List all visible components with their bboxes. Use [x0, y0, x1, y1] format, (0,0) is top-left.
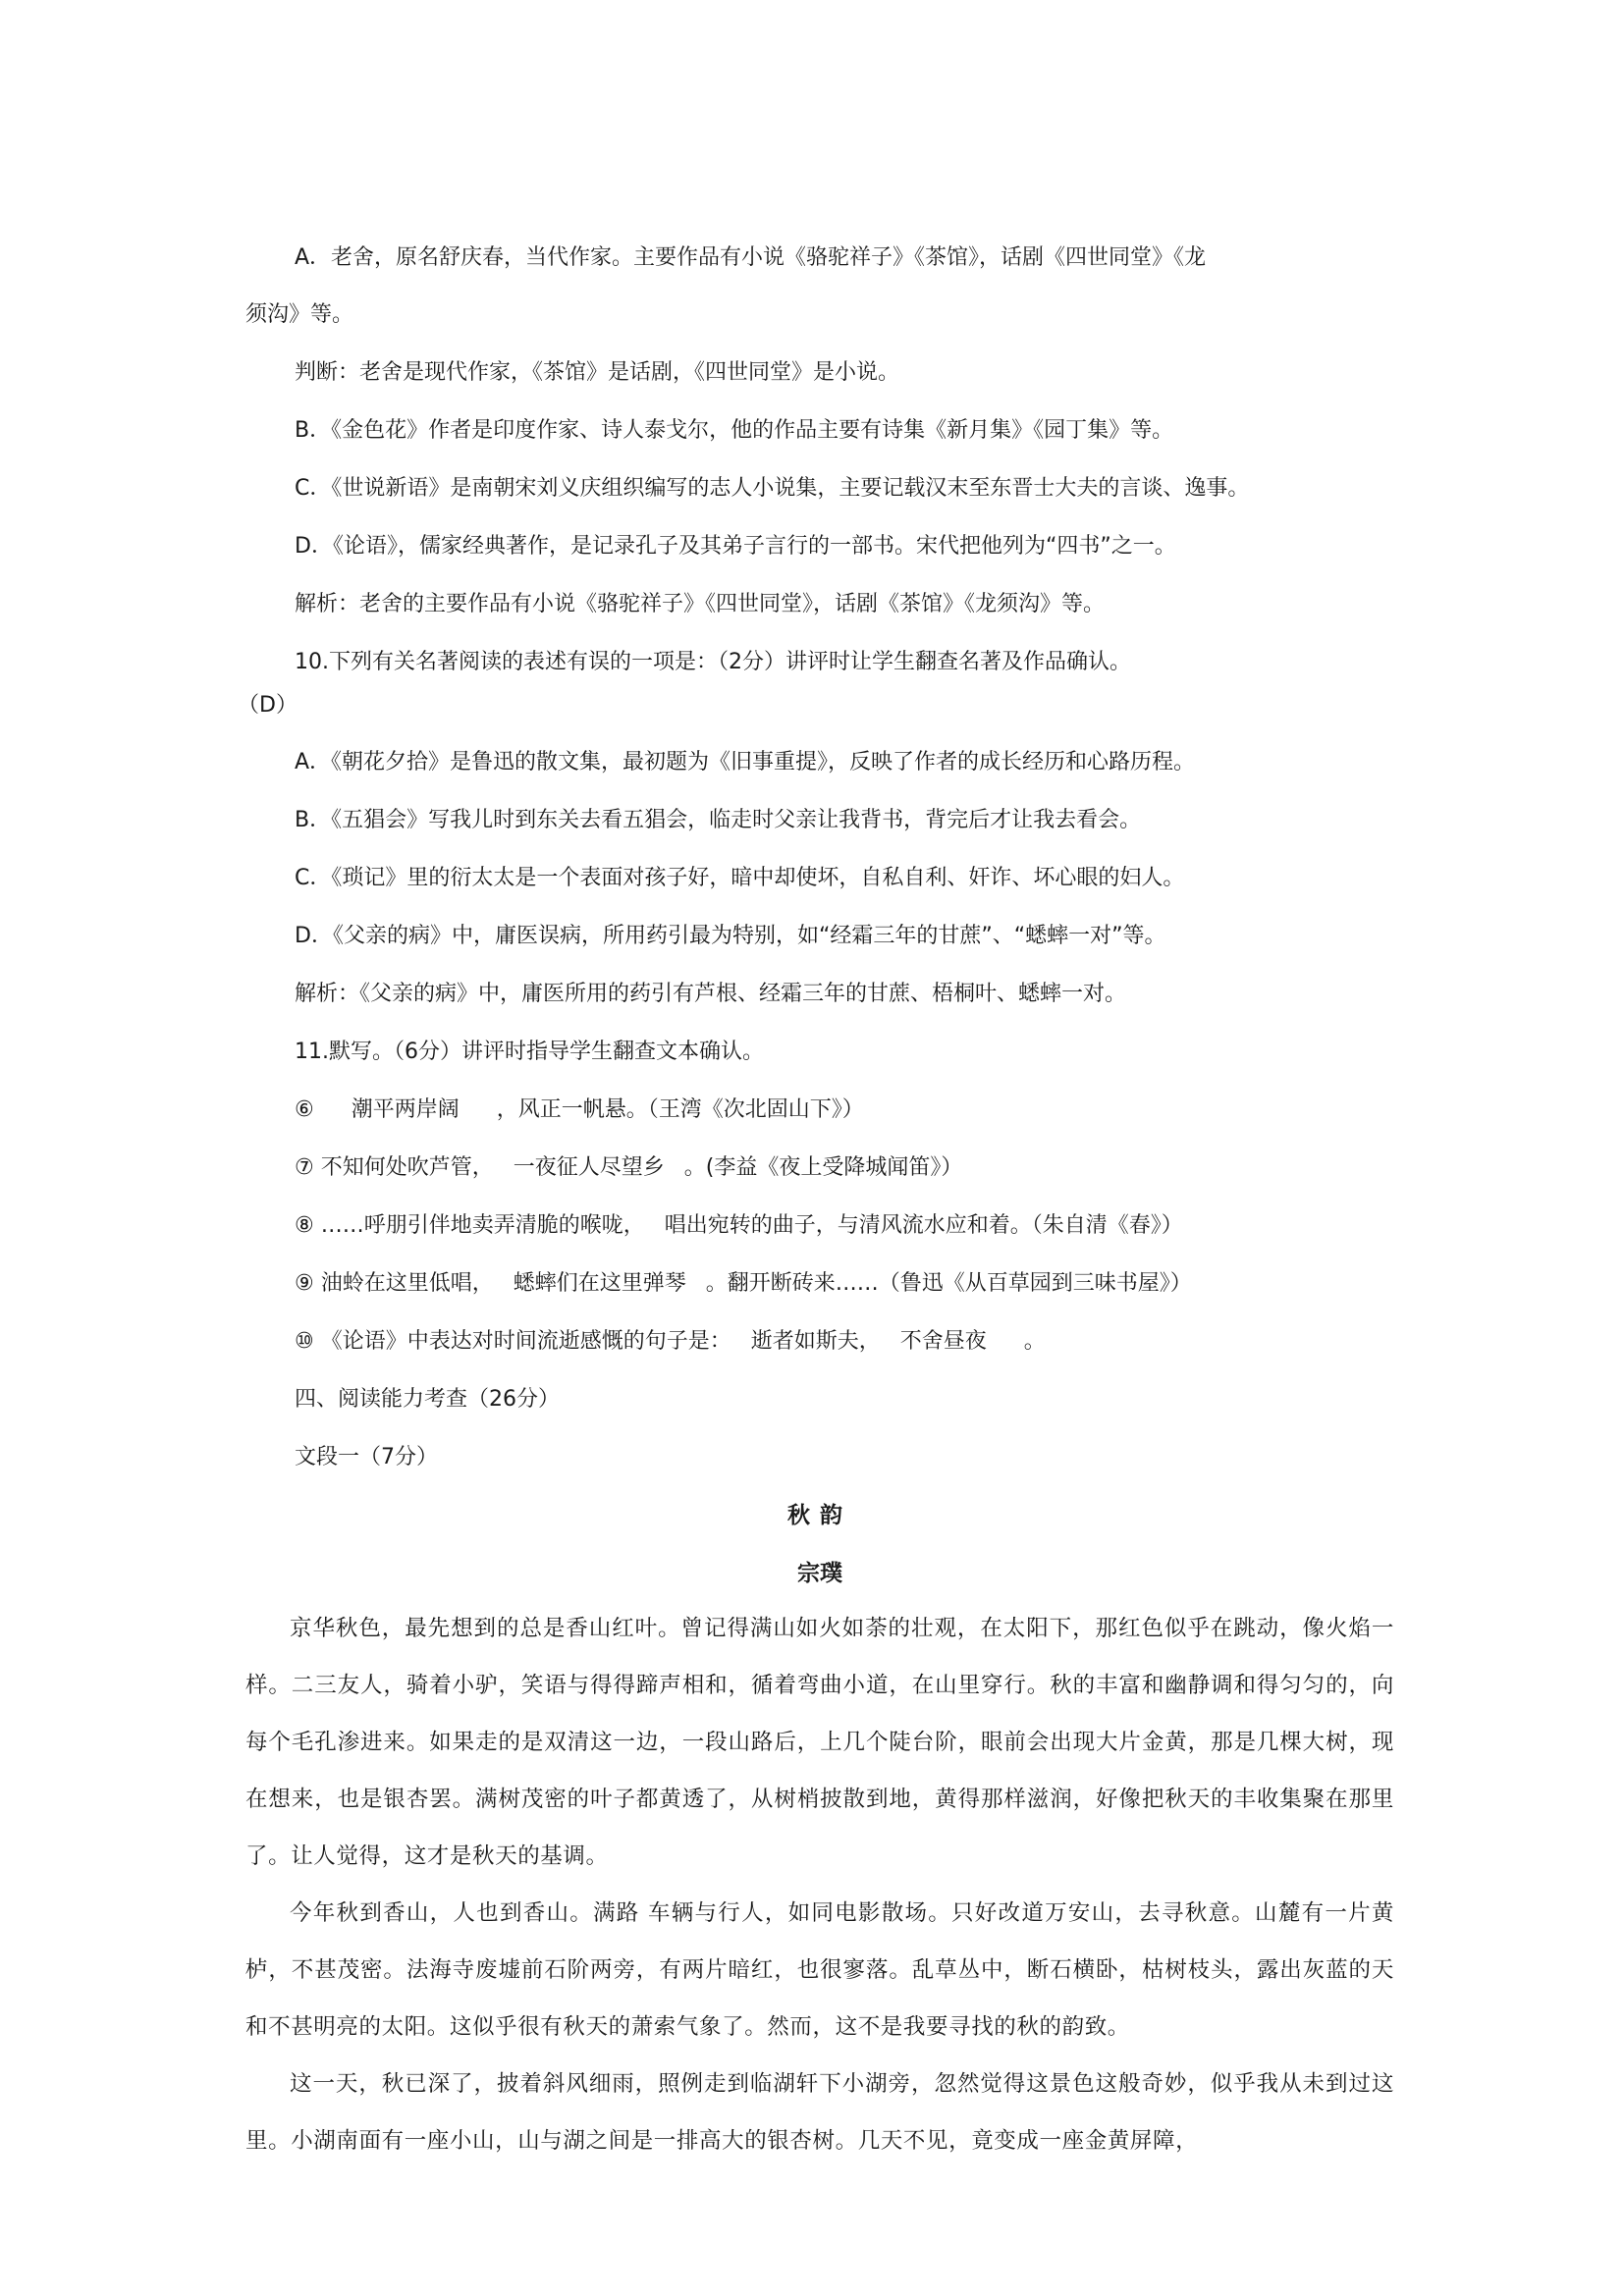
- q10-option-c: C．《琐记》里的衍太太是一个表面对孩子好，暗中却使坏，自私自利、奸诈、坏心眼的妇人。: [295, 866, 1185, 890]
- q9-option-d: D．《论语》，儒家经典著作，是记录孔子及其弟子言行的一部书。宋代把他列为“四书”之一。: [295, 534, 1176, 559]
- q9-option-c: C．《世说新语》是南朝宋刘义庆组织编写的志人小说集，主要记载汉末至东晋士大夫的言谈、逸事。: [295, 476, 1250, 501]
- q11-item-10-answer-1: 逝者如斯夫，: [750, 1329, 881, 1354]
- q11-stem: 11.默写。（6分）讲评时指导学生翻查文本确认。: [295, 1040, 764, 1064]
- q11-item-10-answer-2: 不舍昼夜: [899, 1329, 987, 1354]
- q11-item-6-label: ⑥: [295, 1097, 314, 1122]
- passage-1-label: 文段一（7分）: [295, 1445, 438, 1469]
- q11-item-7-answer: 一夜征人尽望乡: [513, 1155, 665, 1180]
- q11-item-8-rest: ，与清风流水应和着。（朱自清《春》）: [815, 1213, 1183, 1238]
- article-paragraph-1: 京华秋色，最先想到的总是香山红叶。曾记得满山如火如荼的壮观，在太阳下，那红色似乎在跳动，像火焰一样。二三友人，骑着小驴，笑语与得得蹄声相和，循着弯曲小道，在山里穿行。秋的丰富和幽静调和得匀匀的，向每个毛孔渗进来。如果走的是双清这一边，一段山路后，上几个陡台阶，眼前会出现大片金黄，那是几棵大树，现在想来，也是银杏罢。满树茂密的叶子都黄透了，从树梢披散到地，黄得那样滋润，好像把秋天的丰收集聚在那里了。让人觉得，这才是秋天的基调。: [245, 1616, 1394, 1869]
- q11-item-10: [245, 1327, 1394, 1357]
- q11-item-9-rest: 。翻开断砖来……（鲁迅《从百草园到三味书屋》）: [705, 1271, 1192, 1296]
- q11-item-9-prefix: ⑨ 油蛉在这里低唱，: [295, 1271, 494, 1296]
- q10-analysis: 解析：《父亲的病》中，庸医所用的药引有芦根、经霜三年的甘蔗、梧桐叶、蟋蟀一对。: [295, 982, 1127, 1006]
- q11-item-6-answer: 潮平两岸阔: [351, 1097, 460, 1122]
- article-author: 宗璞: [797, 1561, 842, 1586]
- q11-item-10-prefix: ⑩ 《论语》中表达对时间流逝感慨的句子是：: [295, 1329, 731, 1354]
- q9-judgement: 判断：老舍是现代作家，《茶馆》是话剧，《四世同堂》是小说。: [295, 360, 900, 385]
- q11-item-8-answer: 唱出宛转的曲子: [664, 1213, 816, 1238]
- article-body: [245, 1600, 1394, 2169]
- q11-item-10-rest: 。: [1023, 1329, 1046, 1354]
- q11-item-7-rest: 。(李益《夜上受降城闻笛》）: [683, 1155, 963, 1180]
- q11-item-6: [245, 1095, 1394, 1125]
- q10-option-b: B．《五猖会》写我儿时到东关去看五猖会，临走时父亲让我背书，背完后才让我去看会。: [295, 808, 1142, 832]
- q10-stem: 10.下列有关名著阅读的表述有误的一项是：（2分）讲评时让学生翻查名著及作品确认。: [295, 650, 1131, 674]
- q10-option-d: D．《父亲的病》中，庸医误病，所用药引最为特别，如“经霜三年的甘蔗”、“蟋蟀一对”等。: [295, 924, 1166, 948]
- article-title: 秋韵: [787, 1503, 852, 1528]
- q11-item-9-answer: 蟋蟀们在这里弹琴: [513, 1271, 686, 1296]
- q11-item-7: [245, 1153, 1394, 1183]
- q10-option-a: A．《朝花夕拾》是鲁迅的散文集，最初题为《旧事重提》，反映了作者的成长经历和心路历程。: [295, 750, 1196, 774]
- article-paragraph-2: 今年秋到香山，人也到香山。满路 车辆与行人，如同电影散场。只好改道万安山，去寻秋意。山麓有一片黄栌，不甚茂密。法海寺废墟前石阶两旁，有两片暗红，也很寥落。乱草丛中，断石横卧，枯树枝头，露出灰蓝的天和不甚明亮的太阳。这似乎很有秋天的萧索气象了。然而，这不是我要寻找的秋的韵致。: [245, 1900, 1394, 2040]
- q11-item-8: [245, 1211, 1394, 1241]
- q11-item-7-prefix: ⑦ 不知何处吹芦管，: [295, 1155, 494, 1180]
- q9-analysis: 解析：老舍的主要作品有小说《骆驼祥子》《四世同堂》，话剧《茶馆》《龙须沟》等。: [295, 592, 1106, 616]
- section-4-heading: 四、阅读能力考查（26分）: [295, 1387, 560, 1412]
- page-content: [238, 243, 1394, 2169]
- q9-option-a-cont: 须沟》等。: [245, 302, 354, 327]
- q11-item-6-rest: ，风正一帆悬。（王湾《次北固山下》）: [496, 1097, 864, 1122]
- q9-option-a: A．老舍，原名舒庆春，当代作家。主要作品有小说《骆驼祥子》《茶馆》，话剧《四世同堂》《龙: [295, 245, 1207, 270]
- q10-answer: （D）: [238, 693, 298, 718]
- q9-option-b: B．《金色花》作者是印度作家、诗人泰戈尔，他的作品主要有诗集《新月集》《园丁集》等。: [295, 418, 1174, 443]
- article-paragraph-3: 这一天，秋已深了，披着斜风细雨，照例走到临湖轩下小湖旁，忽然觉得这景色这般奇妙，似乎我从未到过这里。小湖南面有一座小山，山与湖之间是一排高大的银杏树。几天不见，竟变成一座金黄屏障，: [245, 2071, 1394, 2154]
- q11-item-9: [245, 1269, 1394, 1299]
- q11-item-8-prefix: ⑧ ……呼朋引伴地卖弄清脆的喉咙，: [295, 1213, 645, 1238]
